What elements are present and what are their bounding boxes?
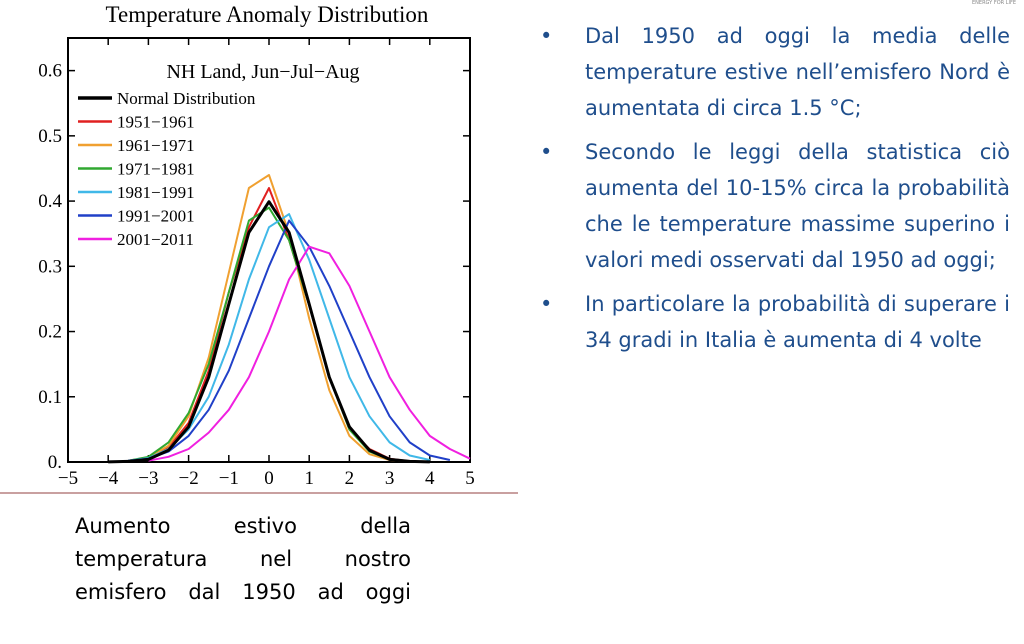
legend-label: 1951−1961 bbox=[117, 112, 195, 132]
series-line bbox=[128, 214, 430, 461]
series-line bbox=[148, 247, 470, 461]
bullet-text: Dal 1950 ad oggi la media delle temperature estive nell’emisfero Nord è aumentata di circa 1.5 °C; bbox=[585, 24, 1010, 120]
x-tick-label: 5 bbox=[465, 468, 475, 489]
bullet-item bbox=[540, 134, 1010, 278]
legend-label: 1961−1971 bbox=[117, 136, 195, 155]
x-tick-label: 0 bbox=[264, 468, 274, 489]
chart-caption bbox=[75, 510, 411, 609]
bullet-icon: • bbox=[540, 140, 553, 164]
legend-label: 2001−2011 bbox=[117, 230, 194, 249]
x-tick-label: −1 bbox=[218, 468, 239, 489]
caption-line-2: temperatura nel nostro bbox=[75, 547, 411, 571]
y-tick-label: 0.1 bbox=[38, 386, 62, 408]
y-tick-label: 0. bbox=[47, 452, 62, 473]
x-tick-label: −4 bbox=[98, 468, 119, 489]
bullet-text: Secondo le leggi della statistica ciò aumenta del 10-15% circa la probabilità che le temperature massime superino i valori medi osservati dal 1950 ad oggi; bbox=[585, 140, 1010, 272]
bullet-icon: • bbox=[540, 24, 553, 48]
y-tick-label: 0.6 bbox=[38, 60, 62, 82]
chart-title: Temperature Anomaly Distribution bbox=[105, 2, 429, 27]
bullet-icon: • bbox=[540, 292, 553, 316]
series-line bbox=[128, 221, 450, 461]
x-tick-label: −2 bbox=[178, 468, 199, 489]
x-tick-label: 1 bbox=[304, 468, 314, 489]
caption-line-1: Aumento estivo della bbox=[75, 514, 411, 538]
temperature-anomaly-chart bbox=[0, 0, 500, 500]
x-tick-label: 3 bbox=[384, 468, 395, 489]
legend-label: 1981−1991 bbox=[117, 183, 195, 202]
x-tick-label: 2 bbox=[344, 468, 355, 489]
legend-label: Normal Distribution bbox=[117, 89, 256, 108]
x-tick-label: −5 bbox=[57, 468, 79, 489]
bullet-item bbox=[540, 286, 1010, 358]
bullet-item bbox=[540, 18, 1010, 126]
y-tick-label: 0.3 bbox=[38, 256, 62, 278]
legend-label: 1971−1981 bbox=[117, 159, 195, 179]
bullet-list bbox=[540, 18, 1010, 366]
bullet-text: In particolare la probabilità di superare i 34 gradi in Italia è aumenta di 4 volte bbox=[585, 292, 1010, 352]
legend-label: 1991−2001 bbox=[117, 206, 195, 226]
caption-line-3: emisfero dal 1950 ad oggi bbox=[75, 580, 411, 604]
chart-area bbox=[0, 0, 500, 500]
x-tick-label: 4 bbox=[425, 468, 435, 489]
y-tick-label: 0.2 bbox=[38, 321, 62, 343]
y-tick-label: 0.4 bbox=[38, 191, 62, 213]
divider-line bbox=[0, 492, 518, 494]
logo: ENERGY FOR LIFE bbox=[972, 0, 1016, 6]
y-tick-label: 0.5 bbox=[38, 125, 62, 147]
x-tick-label: −3 bbox=[138, 468, 159, 489]
chart-subtitle: NH Land, Jun−Jul−Aug bbox=[166, 61, 360, 83]
